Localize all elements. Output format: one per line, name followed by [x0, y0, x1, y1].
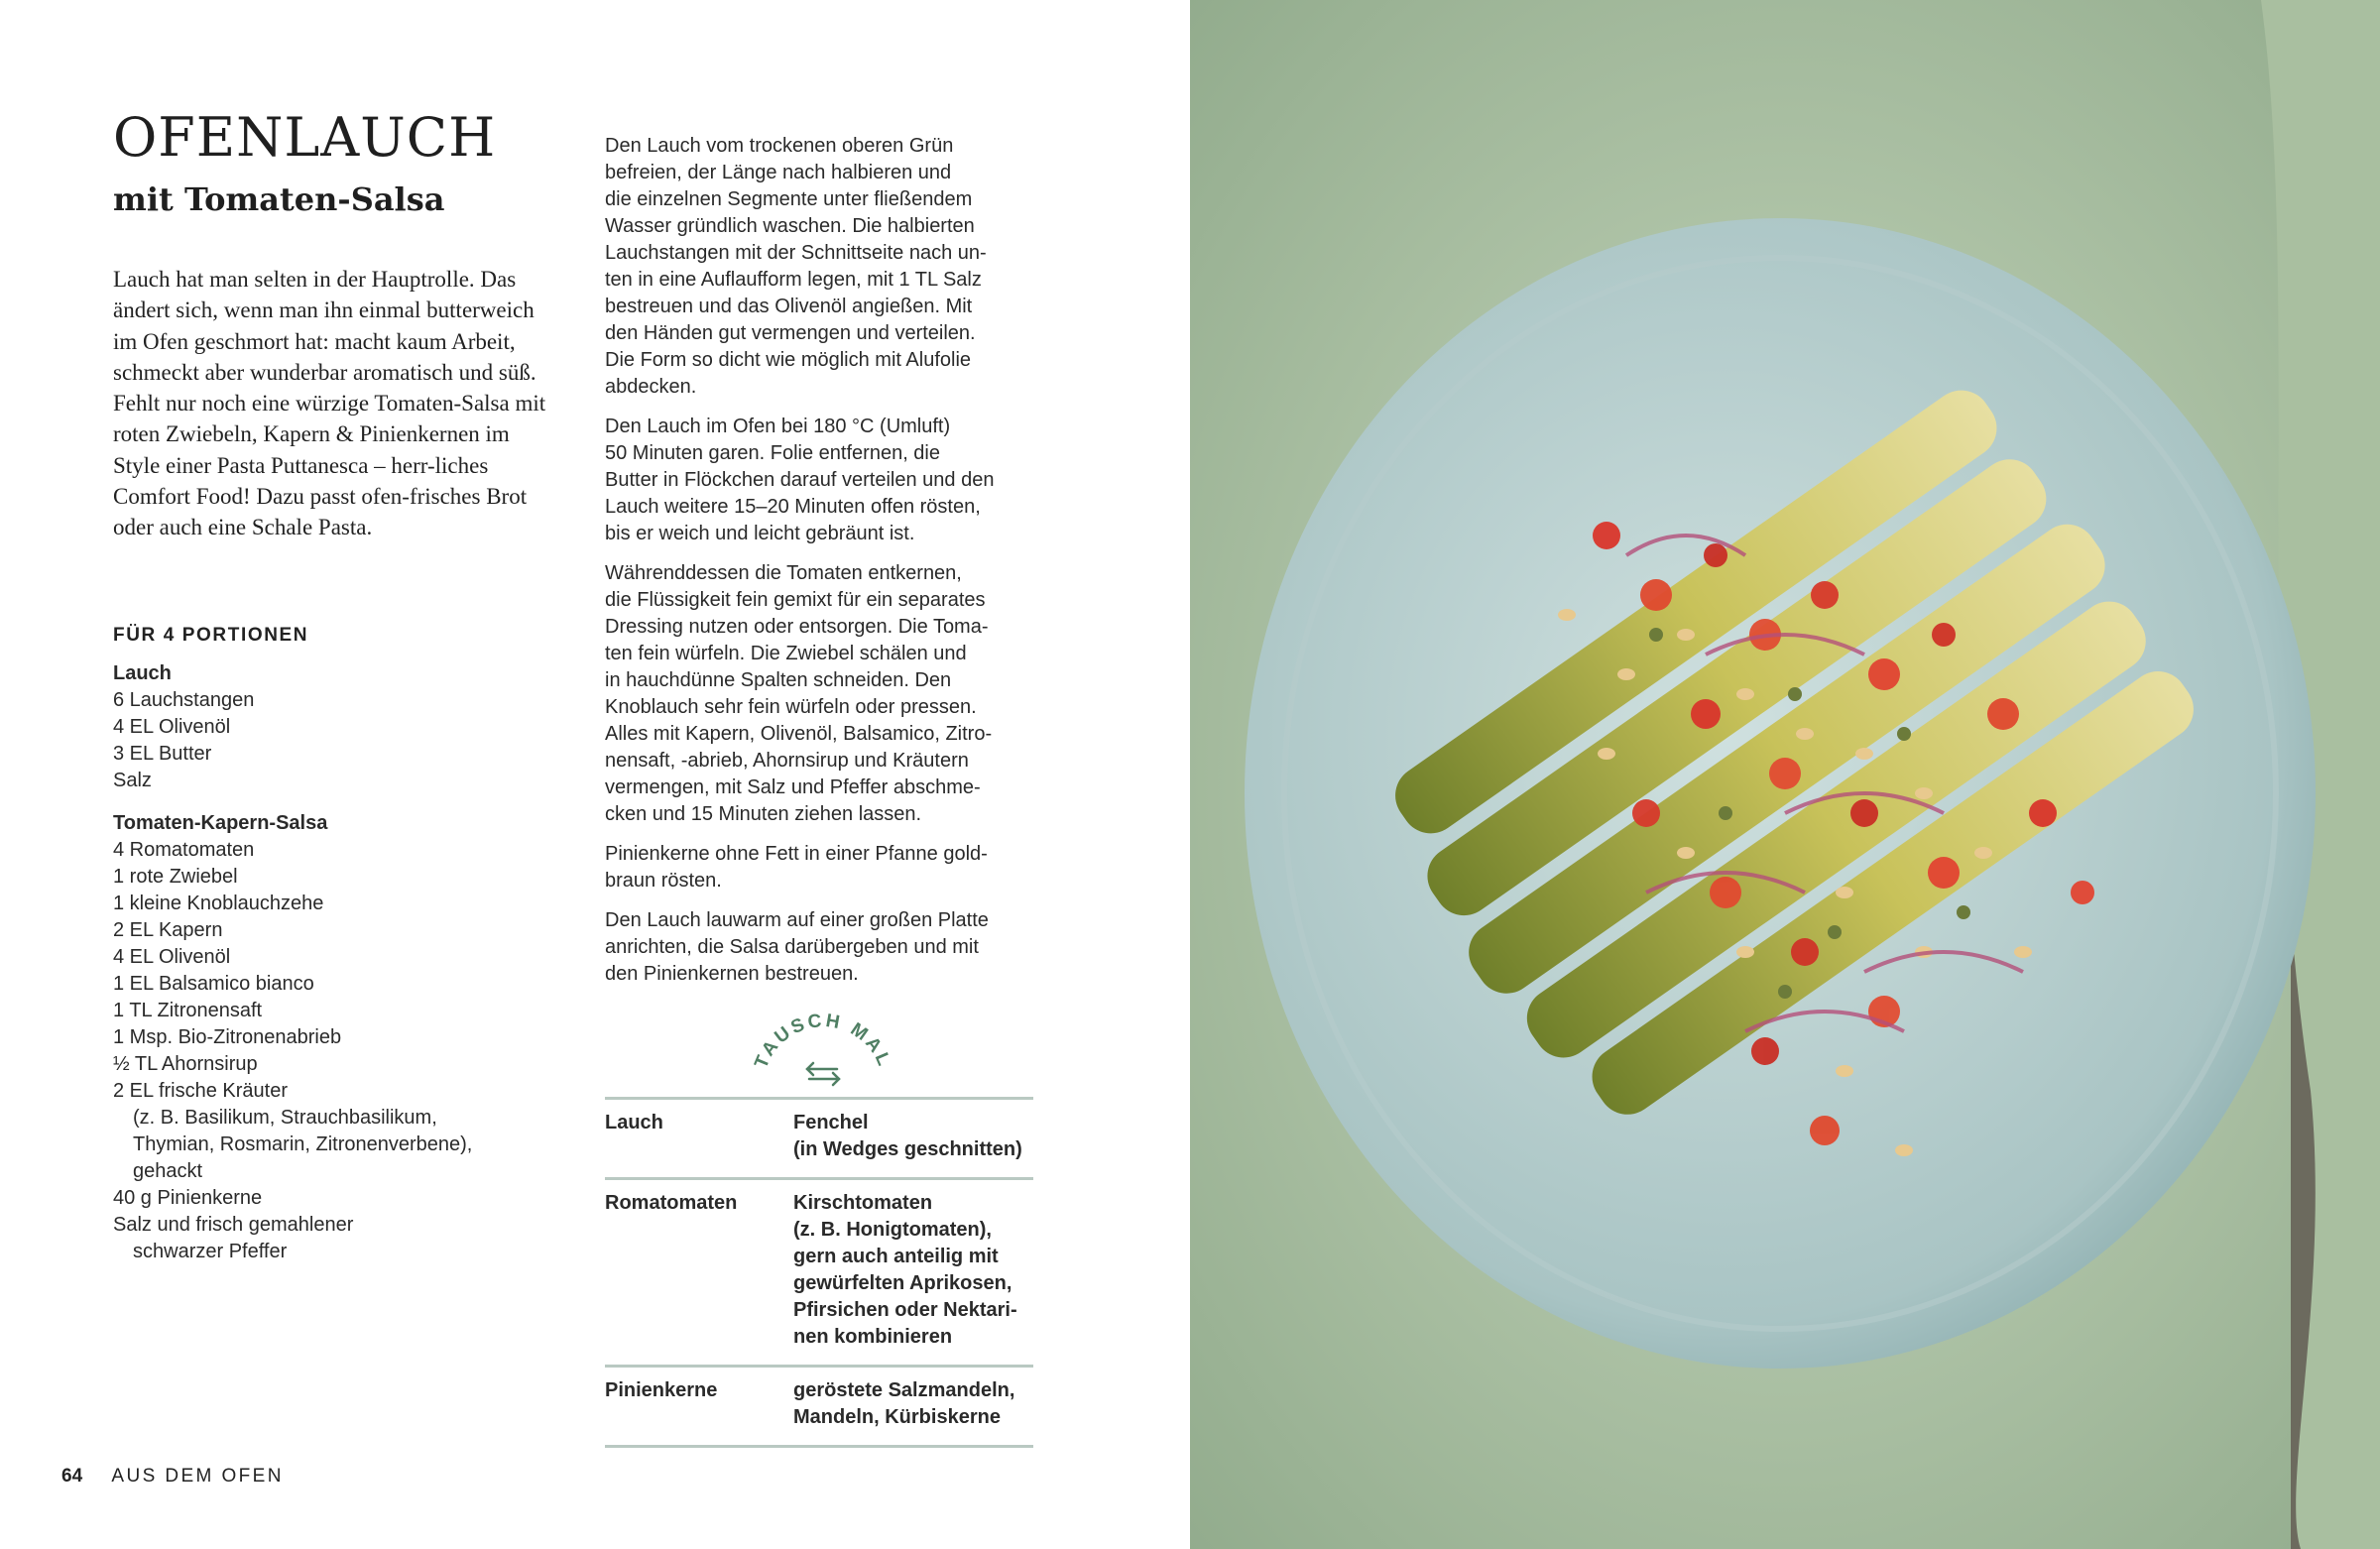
- swap-from: Romatomaten: [605, 1192, 738, 1214]
- ingredient-item: 1 TL Zitronensaft: [113, 1000, 263, 1021]
- instruction-step: Den Lauch lauwarm auf einer großen Platte anrichten, die Salsa darübergeben und mit den Pinienkernen bestreuen.: [605, 909, 989, 985]
- ingredient-item: 4 Romatomaten: [113, 839, 255, 861]
- swap-badge: [744, 1002, 902, 1101]
- ingredient-item: 6 Lauchstangen: [113, 689, 255, 711]
- swap-arrows-icon: [807, 1063, 839, 1085]
- recipe-title: OFENLAUCH: [113, 106, 497, 169]
- swap-row: [605, 1100, 1033, 1180]
- ingredient-group-heading: Lauch: [113, 662, 172, 684]
- dish-photo-illustration: [1190, 0, 2380, 1549]
- recipe-subtitle: mit Tomaten-Salsa: [113, 180, 445, 218]
- svg-text:TAUSCH MAL: [751, 1011, 894, 1071]
- instruction-step: Den Lauch im Ofen bei 180 °C (Umluft) 50 Minuten garen. Folie entfernen, die Butter in Flöckchen darauf verteilen und den Lauch weitere 15–20 Minuten offen rösten, bis er weich und leicht gebräunt ist.: [605, 416, 995, 544]
- ingredient-item: Thymian, Rosmarin, Zitronenverbene),: [133, 1133, 473, 1155]
- instruction-step: Den Lauch vom trockenen oberen Grün befreien, der Länge nach halbieren und die einzelnen Segmente unter fließendem Wasser gründlich waschen. Die halbierten Lauchstangen mit der Schnittseite nach un- ten in eine Auflaufform legen, mit 1 TL Salz bestreuen und das Olivenöl angießen. Mit den Händen gut vermengen und verteilen. Die Form so dicht wie möglich mit Alufolie abdecken.: [605, 135, 987, 398]
- swap-to: geröstete Salzmandeln, Mandeln, Kürbiskerne: [793, 1379, 1015, 1428]
- ingredient-item: ½ TL Ahornsirup: [113, 1053, 258, 1075]
- ingredient-item: schwarzer Pfeffer: [133, 1241, 288, 1262]
- ingredient-item: 4 EL Olivenöl: [113, 716, 231, 738]
- servings-heading: FÜR 4 PORTIONEN: [113, 625, 309, 646]
- swap-to: Fenchel (in Wedges geschnitten): [793, 1112, 1022, 1160]
- ingredients-salsa: [113, 810, 530, 1265]
- swap-row: [605, 1368, 1033, 1448]
- swap-badge-label: TAUSCH MAL: [751, 1010, 895, 1072]
- ingredient-item: 2 EL frische Kräuter: [113, 1080, 289, 1102]
- swap-table: [605, 1097, 1033, 1448]
- ingredient-item: 1 kleine Knoblauchzehe: [113, 893, 324, 914]
- ingredients-lauch: [113, 660, 530, 794]
- ingredient-item: Salz und frisch gemahlener: [113, 1214, 354, 1236]
- ingredient-item: 40 g Pinienkerne: [113, 1187, 263, 1209]
- ingredient-item: Salz: [113, 770, 152, 791]
- page-number: 64: [61, 1466, 83, 1487]
- ingredient-item: 4 EL Olivenöl: [113, 946, 231, 968]
- ingredient-group-heading: Tomaten-Kapern-Salsa: [113, 812, 328, 834]
- swap-to: Kirschtomaten (z. B. Honigtomaten), gern auch anteilig mit gewürfelten Aprikosen, Pfirsichen oder Nektari- nen kombinieren: [793, 1192, 1017, 1348]
- ingredient-item: 1 rote Zwiebel: [113, 866, 238, 888]
- ingredient-item: gehackt: [133, 1160, 203, 1182]
- ingredient-item: (z. B. Basilikum, Strauchbasilikum,: [133, 1107, 437, 1129]
- instruction-step: Pinienkerne ohne Fett in einer Pfanne gold- braun rösten.: [605, 843, 988, 892]
- page-footer: [61, 1466, 284, 1488]
- section-title: AUS DEM OFEN: [111, 1466, 284, 1487]
- dish-photo: [1190, 0, 2380, 1549]
- swap-row: [605, 1180, 1033, 1368]
- swap-from: Lauch: [605, 1112, 663, 1133]
- ingredient-item: 2 EL Kapern: [113, 919, 223, 941]
- ingredient-item: 1 Msp. Bio-Zitronenabrieb: [113, 1026, 342, 1048]
- instruction-step: Währenddessen die Tomaten entkernen, die Flüssigkeit fein gemixt für ein separates Dressing nutzen oder entsorgen. Die Toma- ten fein würfeln. Die Zwiebel schälen und in hauchdünne Spalten schneiden. Den Knoblauch sehr fein würfeln oder pressen. Alles mit Kapern, Olivenöl, Balsamico, Zitro- nensaft, -abrieb, Ahornsirup und Kräutern vermengen, mit Salz und Pfeffer abschme- cken und 15 Minuten ziehen lassen.: [605, 562, 993, 825]
- ingredient-item: 1 EL Balsamico bianco: [113, 973, 314, 995]
- recipe-intro: Lauch hat man selten in der Hauptrolle. Das ändert sich, wenn man ihn einmal butterweich im Ofen geschmort hat: macht kaum Arbeit, schmeckt aber wunderbar aromatisch und süß. Fehlt nur noch eine würzige Tomaten-Salsa mit roten Zwiebeln, Kapern & Pinienkernen im Style einer Pasta Puttanesca – herr-liches Comfort Food! Dazu passt ofen-frisches Brot oder auch eine Schale Pasta.: [113, 267, 546, 540]
- instructions: [605, 133, 1031, 1001]
- swap-from: Pinienkerne: [605, 1379, 718, 1401]
- ingredient-item: 3 EL Butter: [113, 743, 212, 765]
- swap-badge-graphic: [744, 1002, 902, 1101]
